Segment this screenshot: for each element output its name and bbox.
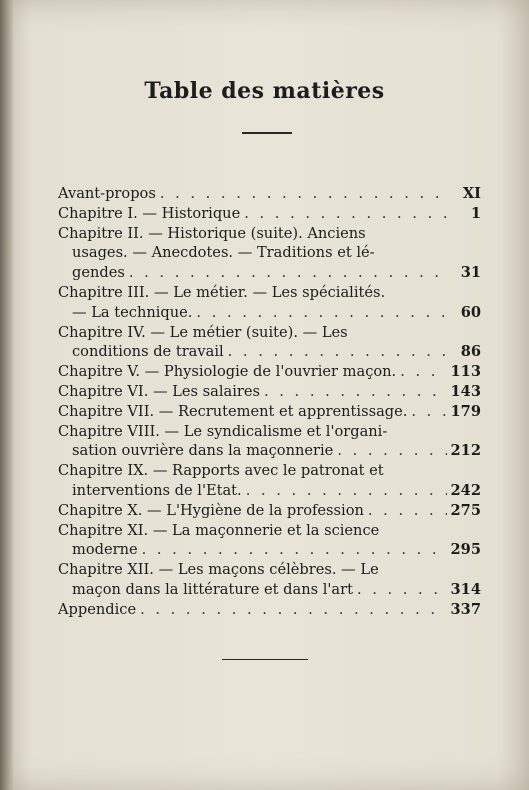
- toc-entry-text: conditions de travail: [72, 343, 224, 361]
- toc-entry-line: [58, 441, 481, 461]
- toc-page-number: 242: [450, 481, 481, 499]
- toc-entry-text: Chapitre I. — Historique: [58, 204, 241, 222]
- toc-entry-text: maçon dans la littérature et dans l'art: [72, 580, 353, 598]
- toc-entry-text: Chapitre XI. — La maçonnerie et la science: [58, 521, 380, 539]
- toc-entry-text: moderne: [72, 541, 138, 559]
- toc-page-number: XI: [462, 185, 481, 202]
- toc-entry-line: [58, 224, 481, 244]
- toc-entry-line: [58, 481, 481, 501]
- toc-entry-line: [58, 540, 481, 560]
- toc-entry-text: — La technique.: [72, 303, 193, 321]
- toc-entry-text: Appendice: [58, 600, 137, 618]
- dot-leader: [400, 362, 446, 382]
- dot-leader: [196, 303, 447, 323]
- toc-entry-text: Chapitre III. — Le métier. — Les spécialités.: [58, 283, 386, 301]
- toc-entry-line: [58, 204, 481, 224]
- toc-entry-text: gendes: [72, 264, 125, 282]
- toc-entry-line: [58, 461, 481, 481]
- dot-leader: [357, 580, 447, 600]
- toc-entry-text: Chapitre XII. — Les maçons célèbres. — Le: [58, 561, 379, 579]
- dot-leader: [337, 441, 446, 461]
- toc-entry-line: [58, 382, 481, 402]
- toc-entry-text: Avant-propos: [58, 185, 156, 202]
- dot-leader: [129, 263, 447, 283]
- toc-entry-text: Chapitre VIII. — Le syndicalisme et l'organi-: [58, 422, 388, 440]
- dot-leader: [264, 382, 447, 402]
- toc-page-number: 113: [450, 363, 481, 381]
- toc-entry-text: Chapitre II. — Historique (suite). Anciens: [58, 224, 366, 242]
- book-spine-shadow: [0, 0, 14, 790]
- dot-leader: [246, 481, 447, 501]
- toc-entry-line: [58, 342, 481, 362]
- toc-page-number: 86: [460, 343, 481, 361]
- toc-entry-text: sation ouvrière dans la maçonnerie: [72, 442, 334, 460]
- dot-leader: [228, 342, 447, 362]
- toc-entry-line: [58, 243, 481, 263]
- toc-page-number: 1: [470, 204, 481, 222]
- toc-entry-line: [58, 600, 481, 620]
- dot-leader: [142, 540, 447, 560]
- toc-page-number: 314: [450, 580, 481, 598]
- closing-divider: [222, 659, 308, 660]
- toc-page-number: 143: [450, 382, 481, 400]
- toc-entry-line: [58, 422, 481, 442]
- toc-entry-text: Chapitre X. — L'Hygiène de la profession: [58, 501, 364, 519]
- toc-entry-line: [58, 303, 481, 323]
- table-of-contents: [58, 184, 481, 620]
- toc-page-number: 60: [460, 303, 481, 321]
- toc-page-number: 179: [450, 402, 481, 420]
- toc-entry-line: [58, 501, 481, 521]
- dot-leader: [244, 204, 447, 224]
- toc-entry-line: [58, 362, 481, 382]
- toc-entry-text: interventions de l'Etat.: [72, 481, 242, 499]
- toc-entry-line: [58, 521, 481, 541]
- toc-entry-line: [58, 323, 481, 343]
- dot-leader: [368, 501, 447, 521]
- toc-page-number: 337: [450, 600, 481, 618]
- toc-entry-text: Chapitre VII. — Recrutement et apprentissage.: [58, 402, 408, 420]
- toc-entry-line: [58, 184, 481, 204]
- toc-entry-line: [58, 402, 481, 422]
- toc-page-number: 212: [450, 442, 481, 460]
- dot-leader: [411, 402, 446, 422]
- title-divider: [242, 132, 292, 134]
- toc-entry-line: [58, 560, 481, 580]
- toc-entry-text: Chapitre V. — Physiologie de l'ouvrier maçon.: [58, 363, 397, 381]
- toc-page-number: 31: [460, 264, 481, 282]
- toc-entry-text: usages. — Anecdotes. — Traditions et lé-: [72, 244, 375, 262]
- page-title: Table des matières: [144, 78, 385, 104]
- dot-leader: [160, 184, 447, 204]
- toc-entry-line: [58, 263, 481, 283]
- toc-entry-line: [58, 580, 481, 600]
- toc-page-number: 295: [450, 541, 481, 559]
- toc-entry-text: Chapitre IX. — Rapports avec le patronat et: [58, 462, 384, 480]
- toc-page-number: 275: [450, 501, 481, 519]
- toc-entry-text: Chapitre VI. — Les salaires: [58, 382, 260, 400]
- toc-entry-text: Chapitre IV. — Le métier (suite). — Les: [58, 323, 348, 341]
- dot-leader: [140, 600, 446, 620]
- toc-entry-line: [58, 283, 481, 303]
